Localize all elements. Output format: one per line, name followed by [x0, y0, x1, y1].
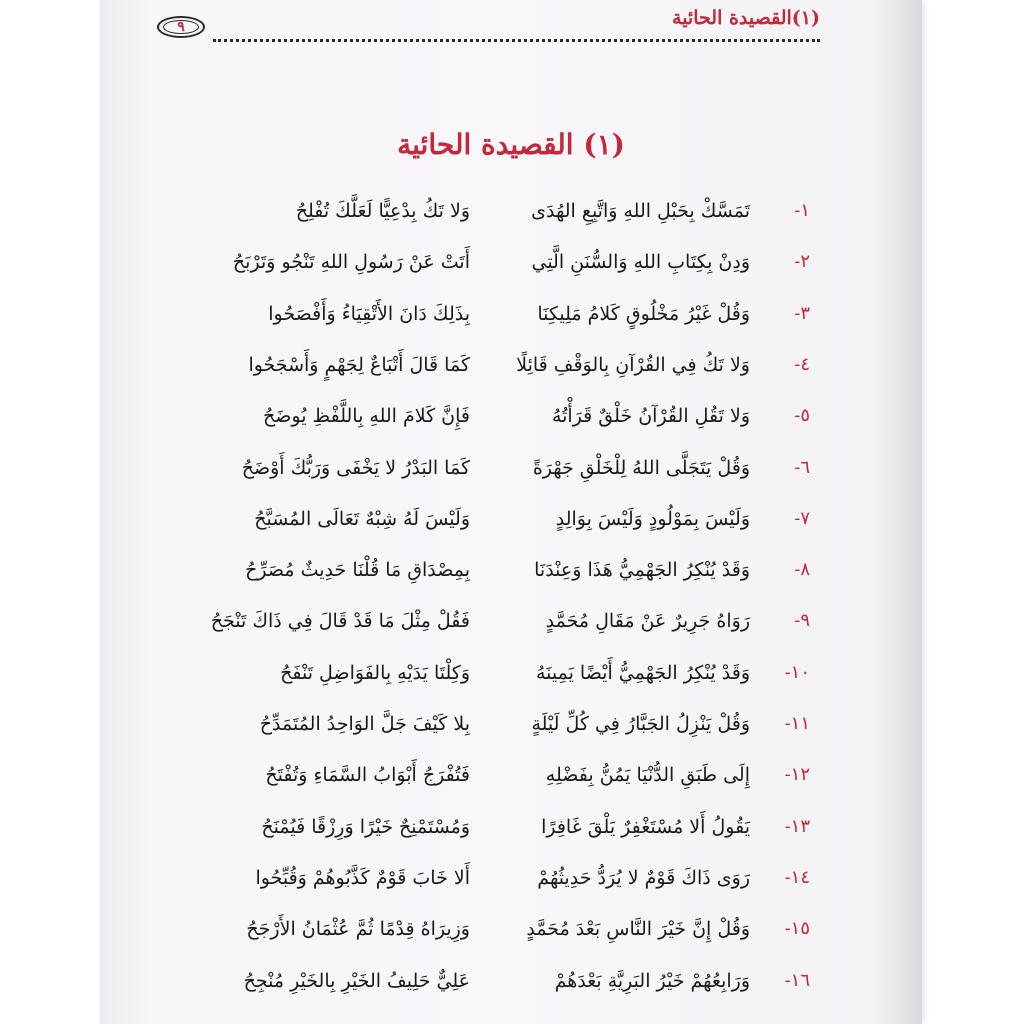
verse-second-hemistich: فَقُلْ مِثْلَ مَا قَدْ قَالَ فِي ذَاكَ تَنْجَحُ — [210, 610, 470, 632]
verse-line — [150, 807, 810, 847]
verse-second-hemistich: بِمِصْدَاقِ مَا قُلْنَا حَدِيثٌ مُصَرِّحُ — [245, 559, 470, 581]
verse-second-hemistich: فَتُفْرَجُ أَبْوَابُ السَّمَاءِ وَتُفْتَحُ — [265, 764, 470, 786]
verse-second-hemistich: كَمَا قَالَ أَتْبَاعٌ لِجَهْمٍ وَأَسْجَحُوا — [248, 354, 470, 376]
verse-number: ١- — [794, 200, 810, 221]
verse-first-hemistich: رَوَاهُ جَرِيرٌ عَنْ مَقَالِ مُحَمَّدٍ — [545, 610, 750, 632]
verse-first-hemistich: إِلَى طَبَقِ الدُّنْيَا يَمُنُّ بِفَضْلِهِ — [545, 764, 750, 786]
verse-second-hemistich: أَتَتْ عَنْ رَسُولِ اللهِ تَنْجُو وَتَرْبَحُ — [232, 251, 470, 273]
verse-second-hemistich: وَمُسْتَمْنِحٌ خَيْرًا وَرِزْقًا فَيُمْنَحُ — [261, 816, 470, 838]
verse-number: ١٢- — [784, 764, 810, 785]
verse-number: ١٣- — [784, 816, 810, 837]
verse-line — [150, 601, 810, 641]
verse-line — [150, 961, 810, 1001]
verse-second-hemistich: بِلا كَيْفَ جَلَّ الوَاحِدُ المُتَمَدِّحُ — [259, 713, 470, 735]
verse-number: ١٠- — [784, 662, 810, 683]
verse-first-hemistich: وَقُلْ إِنَّ خَيْرَ النَّاسِ بَعْدَ مُحَمَّدٍ — [526, 918, 750, 940]
verse-number: ١٦- — [784, 970, 810, 991]
poem-title: (١) القصيدة الحائية — [397, 128, 625, 161]
verse-first-hemistich: وَلَيْسَ بِمَوْلُودٍ وَلَيْسَ بِوَالِدٍ — [555, 508, 750, 530]
verse-first-hemistich: تَمَسَّكْ بِحَبْلِ اللهِ وَاتَّبِعِ الهُدَى — [531, 200, 750, 222]
verse-second-hemistich: بِذَلِكَ دَانَ الأَتْقِيَاءُ وَأَفْصَحُوا — [268, 303, 470, 325]
verse-line — [150, 396, 810, 436]
verse-line — [150, 242, 810, 282]
verse-first-hemistich: وَقُلْ يَنْزِلُ الجَبَّارُ فِي كُلِّ لَيْلَةٍ — [531, 713, 750, 735]
verse-number: ٧- — [794, 508, 810, 529]
verse-second-hemistich: عَلِيٌّ حَلِيفُ الخَيْرِ بِالخَيْرِ مُنْجِحُ — [243, 970, 470, 992]
verse-line — [150, 499, 810, 539]
verse-number: ١٤- — [784, 867, 810, 888]
verse-line — [150, 704, 810, 744]
verse-first-hemistich: وَلا تَقُلِ القُرْآنُ خَلْقٌ قَرَأْتُهُ — [551, 405, 750, 427]
verse-second-hemistich: فَإِنَّ كَلامَ اللهِ بِاللَّفْظِ يُوضَحُ — [263, 405, 470, 427]
verse-number: ١١- — [784, 713, 810, 734]
verse-first-hemistich: وَقُلْ يَتَجَلَّى اللهُ لِلْخَلْقِ جَهْرَةً — [532, 457, 750, 479]
verse-line — [150, 858, 810, 898]
verse-number: ٣- — [794, 303, 810, 324]
verse-line — [150, 755, 810, 795]
page-number: ٩ — [177, 19, 185, 35]
verse-second-hemistich: وَكِلْتَا يَدَيْهِ بِالفَوَاضِلِ تَنْفَحُ — [280, 662, 470, 684]
verse-first-hemistich: وَدِنْ بِكِتَابِ اللهِ وَالسُّنَنِ الَّتِي — [531, 251, 750, 273]
verse-number: ٤- — [794, 354, 810, 375]
verse-second-hemistich: كَمَا البَدْرُ لا يَخْفَى وَرَبُّكَ أَوْضَحُ — [241, 457, 470, 479]
verse-number: ٥- — [794, 405, 810, 426]
verse-line — [150, 191, 810, 231]
verse-second-hemistich: أَلا خَابَ قَوْمٌ كَذَّبُوهُمْ وَقُبِّحُوا — [255, 867, 470, 889]
verse-first-hemistich: وَقَدْ يُنْكِرُ الجَهْمِيُّ أَيْضًا يَمِينَهُ — [535, 662, 750, 684]
verse-second-hemistich: وَزِيرَاهُ قِدْمًا ثُمَّ عُثْمَانُ الأَرْجَحُ — [246, 918, 470, 940]
verse-line — [150, 448, 810, 488]
verse-line — [150, 550, 810, 590]
verse-number: ٨- — [794, 559, 810, 580]
verse-second-hemistich: وَلَيْسَ لَهُ شِبْهٌ تَعَالَى المُسَبَّحُ — [254, 508, 470, 530]
verse-line — [150, 653, 810, 693]
verse-line — [150, 909, 810, 949]
verse-first-hemistich: وَقُلْ غَيْرُ مَخْلُوقٍ كَلامُ مَلِيكِنَا — [537, 303, 750, 325]
verse-first-hemistich: وَلا تَكُ فِي القُرْآنِ بِالوَقْفِ قَائِلًا — [516, 354, 750, 376]
verse-line — [150, 294, 810, 334]
verse-number: ٢- — [794, 251, 810, 272]
verse-first-hemistich: يَقُولُ أَلا مُسْتَغْفِرٌ يَلْقَ غَافِرًا — [541, 816, 750, 838]
verse-number: ١٥- — [784, 918, 810, 939]
verse-number: ٩- — [794, 610, 810, 631]
verse-second-hemistich: وَلا تَكُ بِدْعِيًّا لَعَلَّكَ تُفْلِحُ — [295, 200, 470, 222]
verse-first-hemistich: وَقَدْ يُنْكِرُ الجَهْمِيُّ هَذَا وَعِنْدَنَا — [534, 559, 750, 581]
verse-number: ٦- — [794, 457, 810, 478]
verse-first-hemistich: رَوَى ذَاكَ قَوْمٌ لا يُرَدُّ حَدِيثُهُمْ — [537, 867, 750, 889]
verse-first-hemistich: وَرَابِعُهُمْ خَيْرُ البَرِيَّةِ بَعْدَهُمْ — [554, 970, 750, 992]
verse-line — [150, 345, 810, 385]
running-title: (١)القصيدة الحائية — [672, 7, 820, 29]
